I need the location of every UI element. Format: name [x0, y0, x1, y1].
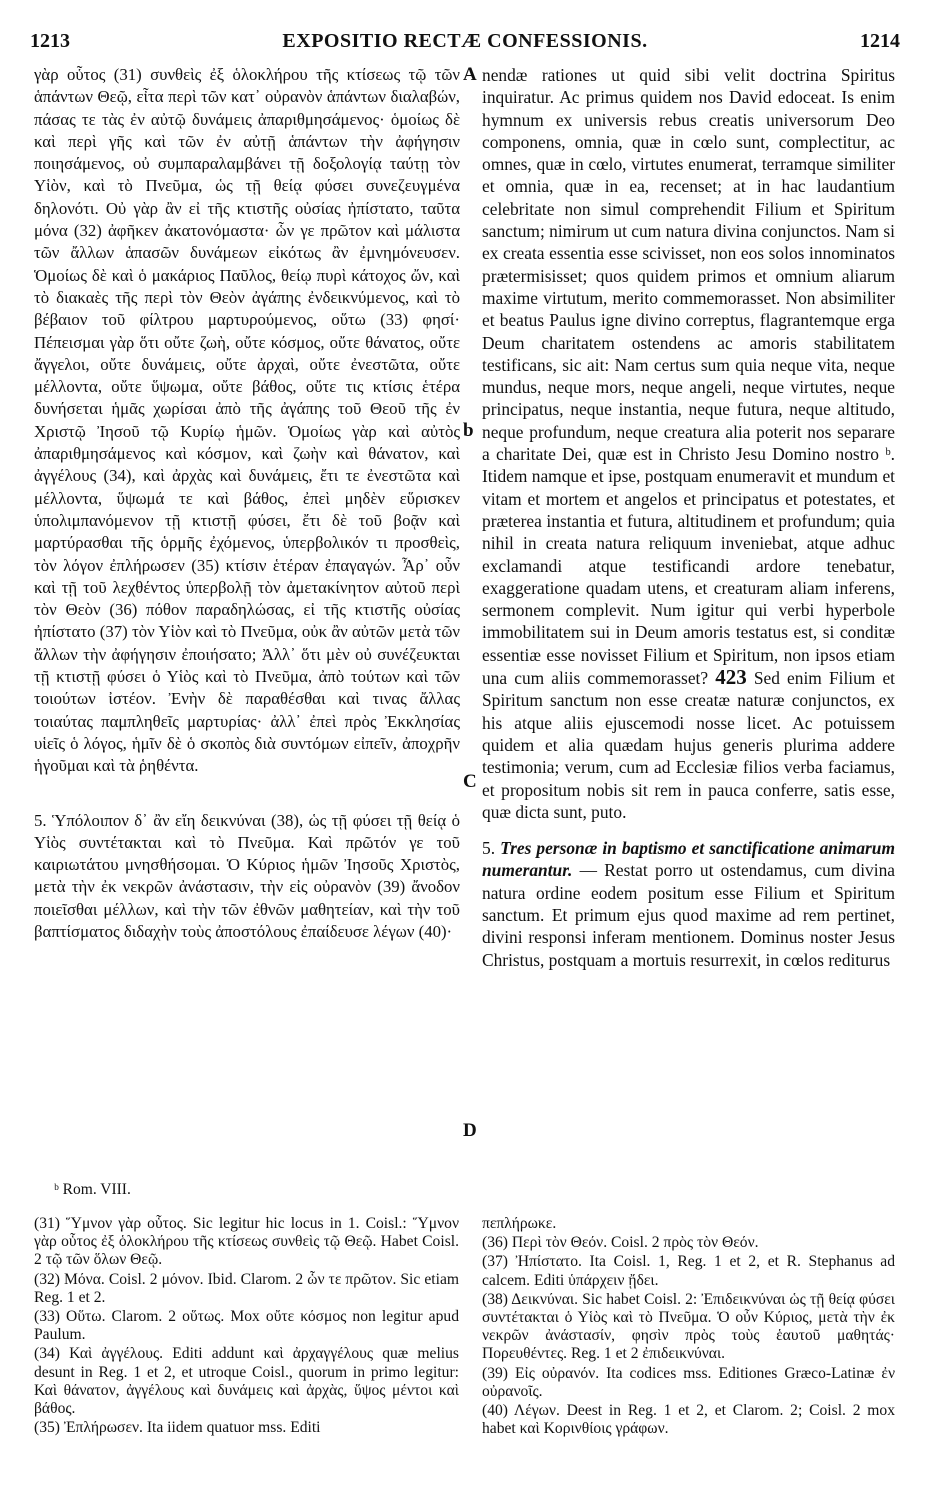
latin-paragraph-1-text: nendæ rationes ut quid sibi velit doctrina Spiritus inquiratur. Ac primus quidem nos David edoceat. Is enim hymnum ex universis rebus creatis universorum Deo componens, omnia, quæ in cœlo sunt, complectitur, ac omnes, quæ in cœlo, virtutes enumerat, terramque similiter et omnia, quæ in ea, recenset; at in hac laudantium celebritate non simul comprehendit Filium et Spiritum sanctum; nimirum ut cum natura divina conjunctos. Nam si ex creata essentia esse scivisset, non eos solos innominatos prætermisisset; quos quidem primos et omnium aliarum maxime virtutum, merito commemorasset. Non absimiliter et beatus Paulus igne divino correptus, flagrantemque erga Deum charitatem ostendens ac amoris stabilitatem testificans, sic ait: Nam certus sum quia neque vita, neque mundus, neque mors, neque angeli, neque virtutes, neque principatus, neque instantia, neque futura, neque altitudo, neque profundum, neque creatura alia poterit nos separare a charitate Dei, quæ est in Christo Jesu Domino nostro ᵇ. Itidem namque et ipse, postquam enumeravit et mundum et vitam et mortem et angelos et principatus et potestates, et præterea instantia et futura, altitudinem et profundum; quia nihil in creata natura reliquum inveniebat, atque adhuc exclamandi atque testificandi ardore tenebatur, exaggeratione quadam utens, et creaturam aliam inferens, sermonem complevit. Num igitur qui verbi hyperbole immobilitatem sui in Deum amoris testatus est, si conditæ essentiæ esse novisset Filium et Spiritum, non ipsos etiam una cum aliis commemorasset? — [482, 65, 895, 689]
note-38: (38) Δεικνύναι. Sic habet Coisl. 2: Ἐπιδεικνύναι ὡς τῇ θείᾳ φύσει συντέτακται ὁ Υἱὸς καὶ τὸ Πνεῦμα. Ὁ οὖν Κύριος, μετὰ τὴν ἐκ νεκρῶν ἀνάστασίν, φησὶν πρὸς τοὺς ἑαυτοῦ μαθητάς· Πορευθέντες. Reg. 1 et 2 ἐπιδεικνύναι. — [482, 1290, 895, 1363]
greek-paragraph-2: 5. Ὑπόλοιπον δ᾽ ἂν εἴη δεικνύναι (38), ὡς τῇ φύσει τῇ θείᾳ ὁ Υἱὸς συντέτακται καὶ τὸ Πνεῦμα. Καὶ πρῶτόν γε τοῦ καιριωτάτου μνησθήσομαι. Ὁ Κύριος ἡμῶν Ἰησοῦς Χριστὸς, μετὰ τὴν ἐκ νεκρῶν ἀνάστασιν, τὴν εἰς οὐρανὸν (39) ἄνοδον ποιεῖσθαι μέλλων, καὶ τὴν τῶν ἐθνῶν μαθητείαν, καὶ τὴν τοῦ βαπτίσματος διδαχὴν τοὺς ἀποστόλους ἐπαίδευσε λέγων (40)· — [34, 810, 460, 941]
note-39: (39) Εἰς οὐρανόν. Ita codices mss. Editiones Græco-Latinæ ἐν οὐρανοῖς. — [482, 1364, 895, 1400]
notes-right-column — [482, 1215, 895, 1439]
latin-column — [482, 64, 895, 971]
note-35: (35) Ἐπλήρωσεν. Ita iidem quatuor mss. Editi — [34, 1419, 321, 1437]
scripture-footnote: ᵇ Rom. VIII. — [54, 1181, 131, 1198]
latin-paragraph-2-text: — Restat porro ut ostendamus, cum divina natura ordine eodem positum esse Filium et Spiritum sanctum. Et primum ejus quod maxime ad rem pertinet, divini responsi inferam mentionem. Dominus noster Jesus Christus, postquam a mortuis resurrexit, in cœlos rediturus — [482, 860, 895, 970]
running-title: EXPOSITIO RECTÆ CONFESSIONIS. — [282, 30, 648, 52]
page-number-right: 1214 — [860, 30, 900, 52]
page-number-left: 1213 — [30, 30, 70, 52]
note-40: (40) Λέγων. Deest in Reg. 1 et 2, et Clarom. 2; Coisl. 2 mox habet καὶ Κορινθίοις γράφων. — [482, 1402, 895, 1438]
note-33: (33) Οὕτω. Clarom. 2 οὕτως. Mox οὔτε κόσμος non legitur apud Paulum. — [34, 1308, 459, 1344]
page-header — [30, 30, 900, 60]
notes-left-column — [34, 1215, 459, 1438]
note-36: (36) Περὶ τὸν Θεόν. Coisl. 2 πρὸς τὸν Θεόν. — [482, 1234, 759, 1252]
margin-letter-b: b — [463, 420, 474, 441]
margin-letter-d: D — [463, 1120, 477, 1141]
section-title: Tres personæ in baptismo et sanctificatione animarum numerantur. — [482, 838, 895, 881]
latin-paragraph-2 — [482, 837, 895, 971]
section-number: 5. — [482, 838, 496, 859]
column-marker: 423 — [715, 665, 747, 690]
margin-letter-c: C — [463, 771, 477, 792]
latin-paragraph-1 — [482, 64, 895, 823]
greek-paragraph-1: γὰρ οὗτος (31) συνθεὶς ἐξ ὁλοκλήρου τῆς κτίσεως τῷ τῶν ἁπάντων Θεῷ, εἶτα περὶ τῶν κατ᾽ οὐρανὸν ἁπάντων διαλαβών, πάσας τε τὰς ἐν αὐτῷ δυνάμεις ἀπαριθμησάμενος· ὁμοίως δὲ καὶ περὶ γῆς καὶ τῶν ἐν αὐτῇ ἁπάντων τὴν ἀφήγησιν ποιησάμενος, οὐ συμπαραλαμβάνει τῇ δοξολογίᾳ ταύτῃ τὸν Υἱὸν, καὶ τὸ Πνεῦμα, ὡς τῇ θείᾳ φύσει συνεζευγμένα δηλονότι. Οὐ γὰρ ἂν εἰ τῆς κτιστῆς οὐσίας ἠπίστατο, ταῦτα μόνα (32) ἀφῆκεν ἀκατονόμαστα· ὧν γε πρῶτον καὶ μάλιστα τῶν ἄλλων ἁπασῶν δυνάμεων εἰκότως ἂν ἐμνημόνευσεν. Ὁμοίως δὲ καὶ ὁ μακάριος Παῦλος, θείῳ πυρὶ κάτοχος ὤν, καὶ τὸ διακαὲς τῆς περὶ τὸν Θεὸν ἀγάπης ἐνδεικνύμενος, καὶ τὸ βέβαιον τοῦ φίλτρου μαρτυρούμενος, οὕτω (33) φησί· Πέπεισμαι γὰρ ὅτι οὔτε ζωὴ, οὔτε κόσμος, οὔτε θάνατος, οὔτε ἄγγελοι, οὔτε δυνάμεις, οὔτε ἀρχαὶ, οὔτε ἐνεστῶτα, οὔτε μέλλοντα, οὔτε ὕψωμα, οὔτε βάθος, οὔτε τις κτίσις ἑτέρα δυνήσεται ἡμᾶς χωρίσαι ἀπὸ τῆς ἀγάπης τοῦ Θεοῦ τῆς ἐν Χριστῷ Ἰησοῦ τῷ Κυρίῳ ἡμῶν. Ὁμοίως γὰρ καὶ αὐτὸς ἀπαριθμησάμενος καὶ κόσμον, καὶ ζωὴν καὶ θάνατον, καὶ ἀγγέλους (34), καὶ ἀρχὰς καὶ δυνάμεις, ἔτι τε ἐνεστῶτα καὶ μέλλοντα, ὕψωμά τε καὶ βάθος, ἐπεὶ μηδὲν εὕρισκεν ὑπολιμπανόμενον τῇ κτιστῇ φύσει, ἔτι δὲ τοῦ βοᾷν καὶ μαρτύρασθαι τῆς ὁρμῆς ἐχόμενος, ὑπερβολικόν τι προσθεὶς, τὸν λόγον ἐπλήρωσεν (35) κτίσιν ἑτέραν ἐπαγαγών. Ἆρ᾽ οὖν καὶ τῇ τοῦ λεχθέντος ὑπερβολῇ τὸν ἀμετακίνητον αὐτοῦ περὶ τὸν Θεὸν (36) πόθον παραδηλώσας, εἰ τῆς κτιστῆς οὐσίας ἠπίστατο (37) τὸν Υἱὸν καὶ τὸ Πνεῦμα, οὐκ ἂν αὐτῶν μετὰ τῶν ἄλλων τὴν ἀφήγησιν ἐποιήσατο; Ἀλλ᾽ ὅτι μὲν οὐ συνέζευκται τῇ κτιστῇ φύσει ὁ Υἱὸς καὶ τὸ Πνεῦμα, ἀπὸ τούτων καὶ τῶν τοιούτων ἰστέον. Ἐνὴν δὲ παραθέσθαι καὶ τινας ἄλλας τοιαύτας παμπληθεῖς μαρτυρίας· ἀλλ᾽ ἐπεὶ πρὸς Ἐκκλησίας υἱεῖς ὁ λόγος, ἡμῖν δὲ ὁ σκοπὸς διὰ συντόμων εἰπεῖν, ἀποχρῆν ἡγοῦμαι καὶ τὰ ῥηθέντα. — [34, 65, 460, 776]
note-31: (31) Ὕμνον γὰρ οὗτος. Sic legitur hic locus in 1. Coisl.: Ὕμνον γὰρ οὗτος ἐξ ὁλοκλήρου τῆς κτίσεως συνθεὶς τῷ Θεῷ. Habet Coisl. 2 τῷ τῶν ὅλων Θεῷ. — [34, 1215, 459, 1269]
note-35-continued: πεπλήρωκε. — [482, 1215, 557, 1232]
note-37: (37) Ἠπίστατο. Ita Coisl. 1, Reg. 1 et 2, et R. Stephanus ad calcem. Editi ὑπάρχειν ᾔδει. — [482, 1253, 895, 1289]
greek-column — [34, 64, 460, 943]
note-32: (32) Μόνα. Coisl. 2 μόνον. Ibid. Clarom. 2 ὧν τε πρῶτον. Sic etiam Reg. 1 et 2. — [34, 1270, 459, 1306]
note-34: (34) Καὶ ἀγγέλους. Editi addunt καὶ ἀρχαγγέλους quæ melius desunt in Reg. 1 et 2, et utroque Coisl., quorum in primo legitur: Καὶ θάνατον, ἀγγέλους καὶ δυνάμεις καὶ ἀρχὰς, ὕψος μέντοι καὶ βάθος. — [34, 1345, 459, 1418]
latin-paragraph-1b-text: Sed enim Filium et Spiritum sanctum non esse creatæ naturæ conjunctos, ex his atque aliis ejuscemodi nosse licet. Ac potuissem quidem et alia quædam hujus generis plurima addere testimonia; verum, cum ad Ecclesiæ filios verba faciamus, et propositum nobis sit rem in pauca conferre, satis esse, quæ dicta sunt, puto. — [482, 668, 895, 822]
margin-letter-a: A — [463, 64, 477, 85]
